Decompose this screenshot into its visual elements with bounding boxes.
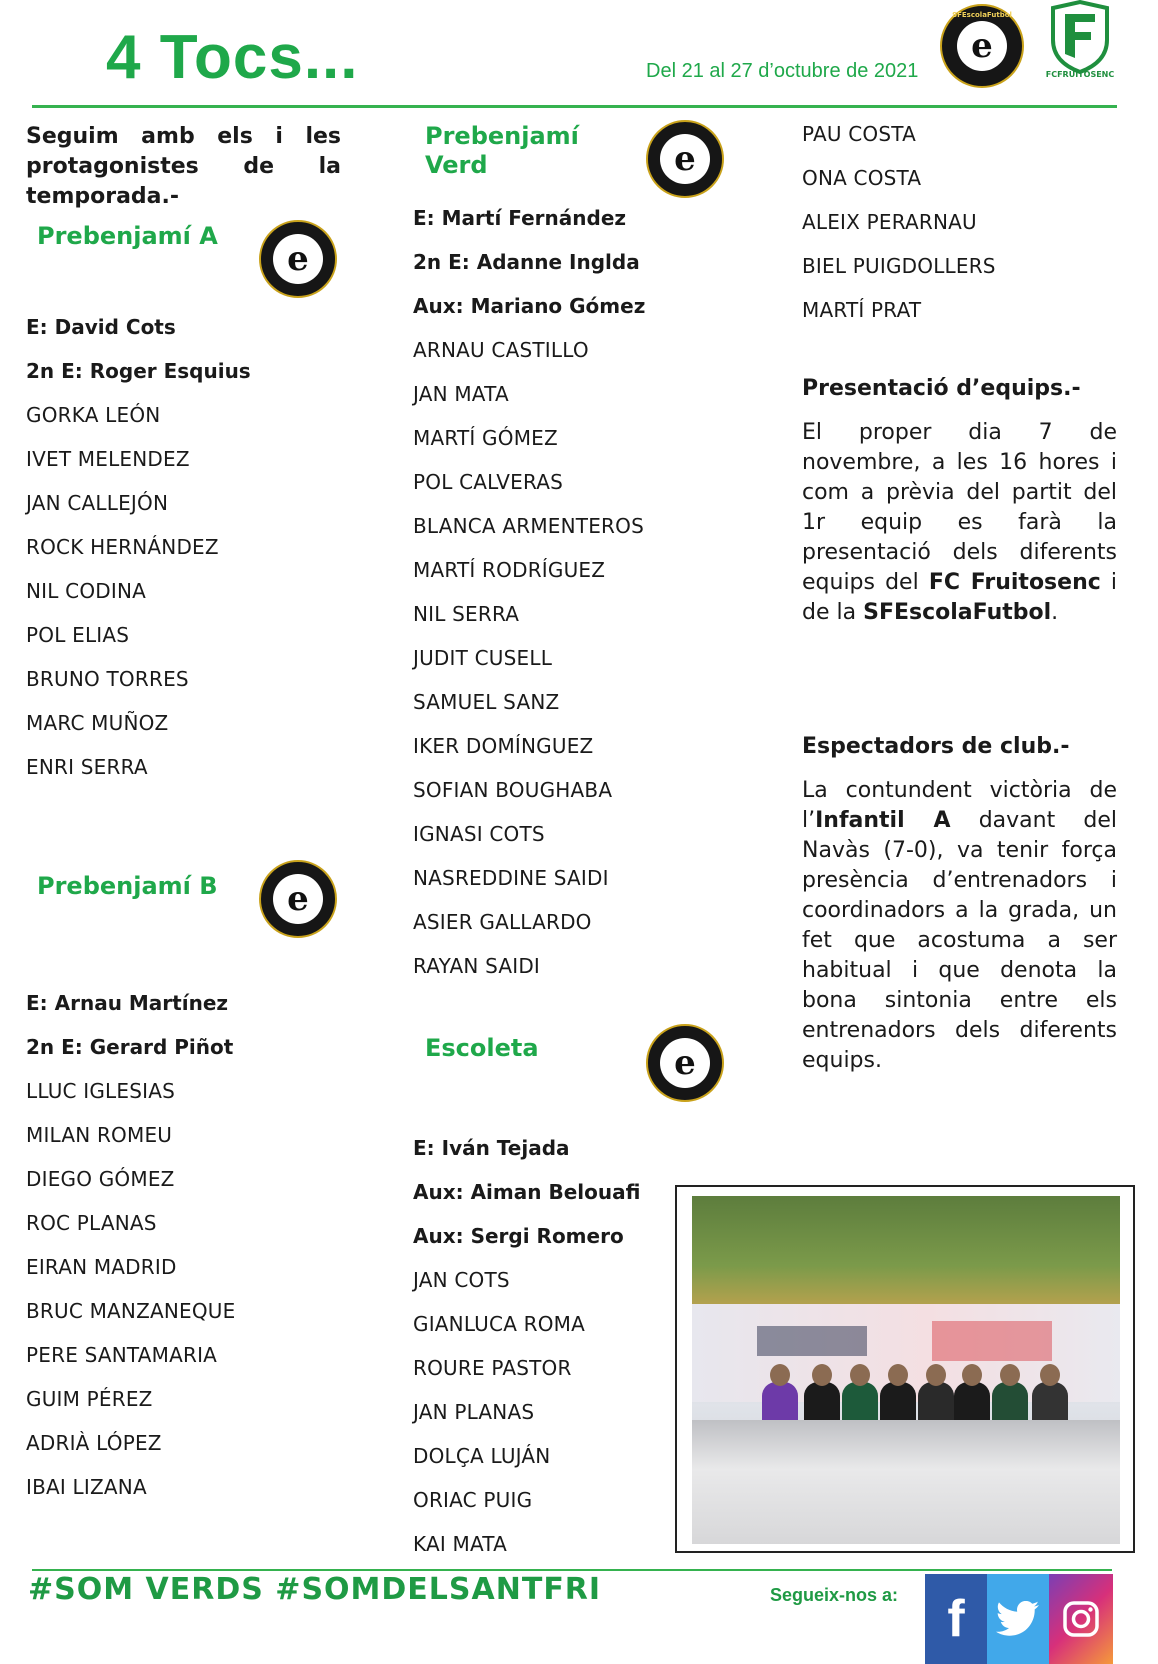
staff-line: E: David Cots <box>26 315 176 339</box>
player-name: NIL SERRA <box>413 602 520 626</box>
intro-line-1: Seguim amb els i les protagonistes de la <box>26 124 341 179</box>
player-name: PAU COSTA <box>802 122 917 146</box>
player-name: DOLÇA LUJÁN <box>413 1444 551 1468</box>
player-name: ORIAC PUIG <box>413 1488 533 1512</box>
team-header-prebenjami-b <box>26 866 341 981</box>
staff-line: 2n E: Adanne Inglda <box>413 250 640 274</box>
player-name: POL CALVERAS <box>413 470 564 494</box>
presentacio-text-2: i de la <box>802 570 1117 625</box>
espectadors-text-2: davant del Navàs (7-0), va tenir força presència d’entrenadors i coordinadors a la grada, un fet que acostuma a ser habitual i que denota la bona sintonia entre els entrenadors dels diferents equips. <box>802 808 1117 1073</box>
player-name: POL ELIAS <box>26 623 130 647</box>
team-name-line-1: Prebenjamí <box>425 122 579 150</box>
player-name: SAMUEL SANZ <box>413 690 560 714</box>
player-name: GORKA LEÓN <box>26 403 161 427</box>
player-name: IGNASI COTS <box>413 822 545 846</box>
player-name: ROURE PASTOR <box>413 1356 572 1380</box>
player-name: SOFIAN BOUGHABA <box>413 778 613 802</box>
espectadors-title: Espectadors de club.- <box>802 734 1070 759</box>
player-name: ALEIX PERARNAU <box>802 210 977 234</box>
player-name: ONA COSTA <box>802 166 922 190</box>
player-name: RAYAN SAIDI <box>413 954 541 978</box>
player-name: JAN PLANAS <box>413 1400 535 1424</box>
column-right <box>802 122 1117 1076</box>
player-name: ROC PLANAS <box>26 1211 157 1235</box>
player-name: JAN COTS <box>413 1268 510 1292</box>
player-name: BLANCA ARMENTEROS <box>413 514 644 538</box>
team-header-prebenjami-verd <box>413 122 743 196</box>
follow-us-label: Segueix-nos a: <box>770 1585 899 1605</box>
player-name: ENRI SERRA <box>26 755 148 779</box>
player-name: IBAI LIZANA <box>26 1475 147 1499</box>
player-name: JUDIT CUSELL <box>413 646 553 670</box>
page-title: 4 Tocs... <box>106 23 359 92</box>
sfescolafutbol-badge-icon: SFEscolaFutbol e <box>940 4 1024 88</box>
team-name: Prebenjamí A <box>37 222 218 250</box>
staff-line: Aux: Sergi Romero <box>413 1224 624 1248</box>
team-name: Prebenjamí B <box>37 872 218 900</box>
team-name-line-2: Verd <box>425 151 488 179</box>
footer-divider <box>32 1569 1112 1571</box>
staff-line: E: Iván Tejada <box>413 1136 570 1160</box>
player-name: MARTÍ GÓMEZ <box>413 426 558 450</box>
player-name: DIEGO GÓMEZ <box>26 1167 175 1191</box>
presentacio-title: Presentació d’equips.- <box>802 376 1081 401</box>
intro-text <box>26 122 341 212</box>
instagram-icon[interactable] <box>1049 1574 1113 1664</box>
staff-line: 2n E: Roger Esquius <box>26 359 251 383</box>
photo-frame <box>675 1185 1135 1553</box>
player-name: NASREDDINE SAIDI <box>413 866 609 890</box>
espectadors-text-1: La contundent victòria de l’ <box>802 778 1117 833</box>
player-name: NIL CODINA <box>26 579 147 603</box>
presentacio-text <box>802 418 1117 628</box>
player-name: ROCK HERNÁNDEZ <box>26 535 219 559</box>
header-divider <box>32 105 1117 108</box>
team-header-prebenjami-a <box>26 212 341 305</box>
twitter-icon[interactable] <box>987 1574 1049 1664</box>
espectadors-text <box>802 776 1117 1076</box>
presentacio-bold-2: SFEscolaFutbol <box>863 600 1052 625</box>
player-name: LLUC IGLESIAS <box>26 1079 175 1103</box>
column-left <box>26 122 341 1509</box>
staff-line: E: Arnau Martínez <box>26 991 229 1015</box>
sfescolafutbol-badge-icon: e <box>646 120 724 198</box>
sfescolafutbol-badge-icon: e <box>646 1024 724 1102</box>
intro-line-2: temporada.- <box>26 184 180 209</box>
player-name: KAI MATA <box>413 1532 508 1556</box>
player-name: MARC MUÑOZ <box>26 711 169 735</box>
espectadors-bold-1: Infantil A <box>815 808 951 833</box>
player-name: MILAN ROMEU <box>26 1123 173 1147</box>
presentacio-text-1: El proper dia 7 de novembre, a les 16 hores i com a prèvia del partit del 1r equip es farà la presentació dels diferents equips del <box>802 420 1117 595</box>
stands-photo <box>692 1196 1120 1544</box>
player-name: MARTÍ RODRÍGUEZ <box>413 558 606 582</box>
player-name: BIEL PUIGDOLLERS <box>802 254 996 278</box>
team-name: Escoleta <box>425 1034 539 1062</box>
hashtags: #SOM VERDS #SOMDELSANTFRI <box>28 1572 602 1607</box>
facebook-icon[interactable]: f <box>925 1574 987 1664</box>
player-name: IKER DOMÍNGUEZ <box>413 734 594 758</box>
staff-line: Aux: Mariano Gómez <box>413 294 646 318</box>
fc-logo-text: FCFRUITOSENC <box>1045 70 1115 79</box>
player-name: EIRAN MADRID <box>26 1255 177 1279</box>
player-name: ADRIÀ LÓPEZ <box>26 1431 162 1455</box>
player-name: BRUNO TORRES <box>26 667 189 691</box>
player-name: ASIER GALLARDO <box>413 910 592 934</box>
player-name: IVET MELENDEZ <box>26 447 190 471</box>
player-name: JAN MATA <box>413 382 509 406</box>
staff-line: Aux: Aiman Belouafi <box>413 1180 641 1204</box>
staff-line: E: Martí Fernández <box>413 206 627 230</box>
player-name: PERE SANTAMARIA <box>26 1343 218 1367</box>
presentacio-text-3: . <box>1051 600 1059 625</box>
presentacio-bold-1: FC Fruitosenc <box>928 570 1101 595</box>
staff-line: 2n E: Gerard Piñot <box>26 1035 234 1059</box>
player-name: JAN CALLEJÓN <box>26 491 169 515</box>
team-header-escoleta <box>413 1030 743 1126</box>
badge-ring-text: SFEscolaFutbol <box>952 11 1012 19</box>
sfescolafutbol-badge-icon: e <box>259 860 337 938</box>
player-name: GUIM PÉREZ <box>26 1387 153 1411</box>
player-name: BRUC MANZANEQUE <box>26 1299 236 1323</box>
player-name: ARNAU CASTILLO <box>413 338 589 362</box>
issue-dates: Del 21 al 27 d’octubre de 2021 <box>646 60 919 82</box>
player-name: MARTÍ PRAT <box>802 298 922 322</box>
player-name: GIANLUCA ROMA <box>413 1312 586 1336</box>
sfescolafutbol-badge-icon: e <box>259 220 337 298</box>
